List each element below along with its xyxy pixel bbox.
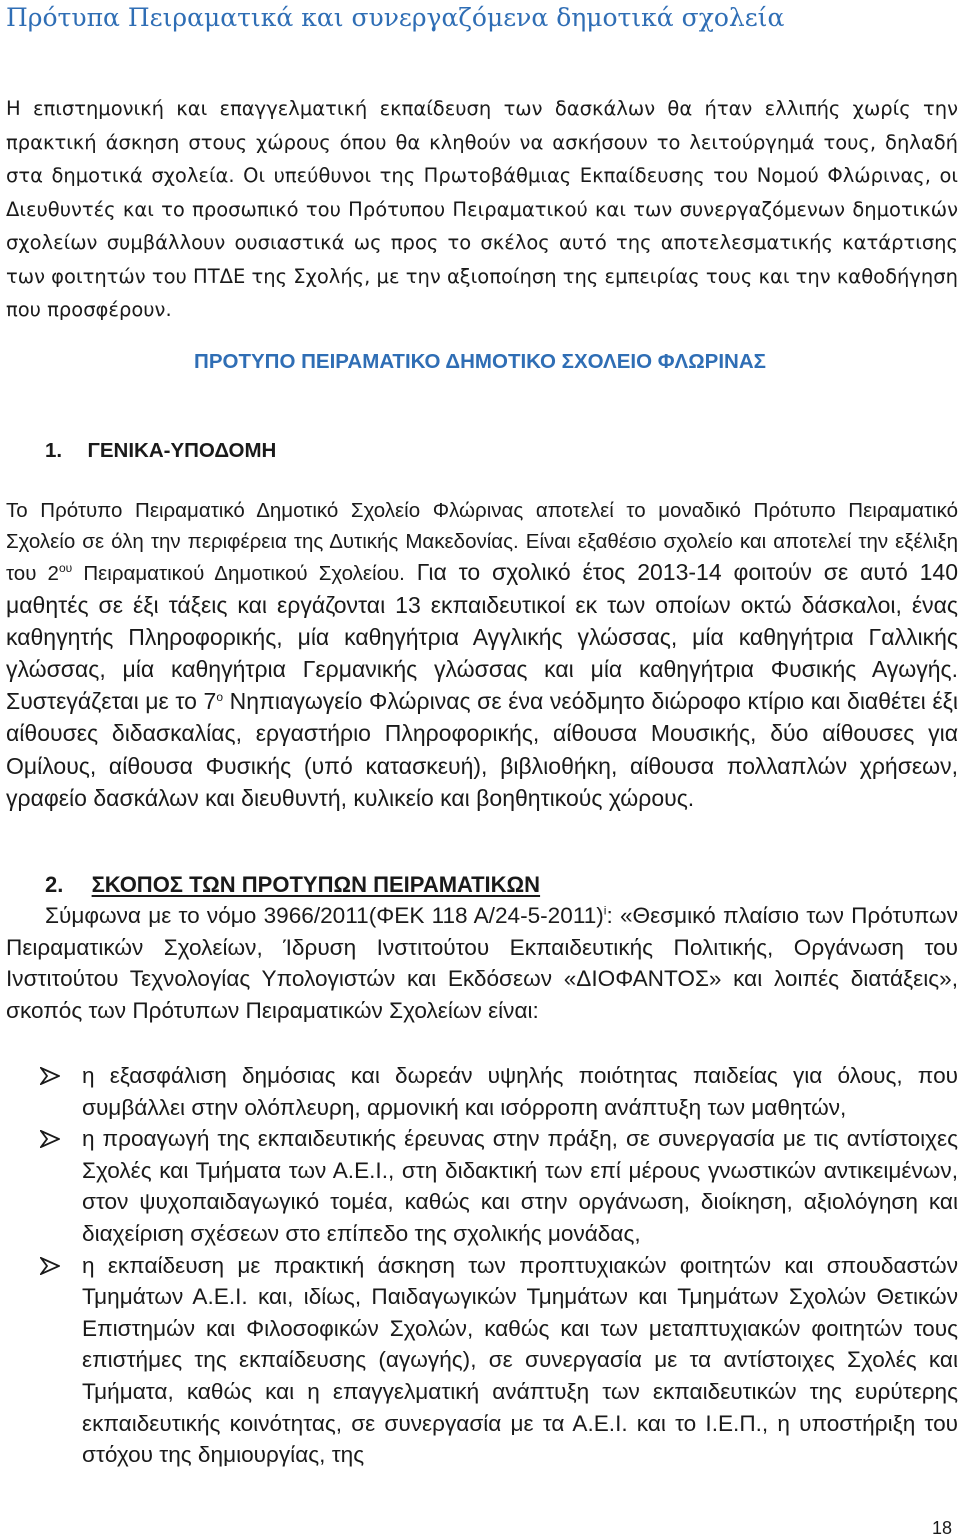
section-1-sup-b: ο xyxy=(216,690,224,705)
section-2-text-b: : «Θεσμικό πλαίσιο των Πρότυπων Πειραματικών Σχολείων, Ίδρυση Ινστιτούτου Εκπαιδευτικής Πολιτικής, Οργάνωση του Ινστιτούτου Τεχνολογίας Υπολογιστών και Εκδόσεων «ΔΙΟΦΑΝΤΟΣ» και λοιπές διατάξεις», σκοπός των Πρότυπων Πειραματικών Σχολείων είναι: xyxy=(6,903,958,1023)
section-2-footnote-ref: i xyxy=(603,903,607,918)
section-1-title: ΓΕΝΙΚΑ-ΥΠΟΔΟΜΗ xyxy=(87,439,277,462)
aims-list xyxy=(0,1060,960,1471)
section-1-paragraph xyxy=(6,495,958,815)
arrow-bullet-icon xyxy=(40,1067,60,1085)
section-1-sup-a: ου xyxy=(58,561,73,576)
list-item-text: η εκπαίδευση με πρακτική άσκηση των προπτυχιακών φοιτητών και σπουδαστών Τμημάτων Α.Ε.Ι. και, ιδίως, Παιδαγωγικών Τμημάτων και Τμημάτων Σχολών Θετικών Επιστημών και Φιλοσοφικών Σχολών, καθώς και των μεταπτυχιακών φοιτητών τους επιστήμες της εκπαίδευσης (αγωγής), σε συνεργασία με τα αντίστοιχες Σχολές και Τμήματα, καθώς και η επαγγελματική ανάπτυξη των εκπαιδευτικών της ευρύτερης εκπαιδευτικής κοινότητας, σε συνεργασία με τα Α.Ε.Ι. και το Ι.Ε.Π., η υποστήριξη του στόχου της δημιουργίας, της xyxy=(82,1252,958,1468)
list-item xyxy=(0,1250,960,1471)
list-item xyxy=(0,1123,960,1249)
page-title: Πρότυπα Πειραματικά και συνεργαζόμενα δημοτικά σχολεία xyxy=(6,3,785,32)
section-2-number: 2. xyxy=(45,872,64,897)
section-2-heading xyxy=(45,870,540,900)
list-item-text: η προαγωγή της εκπαιδευτικής έρευνας στην πράξη, σε συνεργασία με τις αντίστοιχες Σχολές και Τμήματα των Α.Ε.Ι., στη διδακτική των επί μέρους γνωστικών αντικειμένων, στον ψυχοπαιδαγωγικό τομέα, καθώς και στην οργάνωση, διοίκηση, αξιολόγηση και διαχείριση σχέσεων στο επίπεδο της σχολικής μονάδας, xyxy=(82,1126,958,1246)
page-number: 18 xyxy=(931,1518,952,1538)
section-1-heading xyxy=(45,436,276,466)
arrow-bullet-icon xyxy=(40,1257,60,1275)
section-2-paragraph xyxy=(6,900,958,1026)
list-item xyxy=(0,1060,960,1123)
section-1-text-a: Το Πρότυπο Πειραματικό Δημοτικό Σχολείο Φλώρινας αποτελεί το μοναδικό Πρότυπο Πειραματικό Σχολείο σε όλη την περιφέρεια της Δυτικής Μακεδονίας. Είναι εξαθέσιο σχολείο και αποτελεί την εξέλιξη του 2 xyxy=(6,499,958,586)
section-2-title: ΣΚΟΠΟΣ ΤΩΝ ΠΡΟΤΥΠΩΝ ΠΕΙΡΑΜΑΤΙΚΩΝ xyxy=(91,872,541,897)
section-2-text-a: Σύμφωνα με το νόμο 3966/2011(ΦΕΚ 118 Α/24-5-2011) xyxy=(45,903,604,928)
section-1-text-d: Νηπιαγωγείο Φλώρινας σε ένα νεόδμητο διώροφο κτίριο και διαθέτει έξι αίθουσες διδασκαλίας, εργαστήριο Πληροφορικής, αίθουσα Μουσικής, δύο αίθουσες για Ομίλους, αίθουσα Φυσικής (υπό κατασκευή), βιβλιοθήκη, αίθουσα πολλαπλών χρήσεων, γραφείο δασκάλων και διευθυντή, κυλικείο και βοηθητικούς χώρους. xyxy=(6,688,958,811)
section-1-text-b: Πειραματικού Δημοτικού Σχολείου. xyxy=(72,562,405,586)
section-1-text-c: Για το σχολικό έτος 2013-14 φοιτούν σε αυτό 140 μαθητές σε έξι τάξεις και εργάζονται 13 εκπαιδευτικοί εκ των οποίων οκτώ δάσκαλοι, ένας καθηγητής Πληροφορικής, μία καθηγήτρια Αγγλικής γλώσσας, μία καθηγήτρια Γαλλικής γλώσσας, μία καθηγήτρια Γερμανικής γλώσσας και μία καθηγήτρια Φυσικής Αγωγής. Συστεγάζεται με το 7 xyxy=(6,559,958,715)
arrow-bullet-icon xyxy=(40,1130,60,1148)
school-heading: ΠΡΟΤΥΠΟ ΠΕΙΡΑΜΑΤΙΚΟ ΔΗΜΟΤΙΚΟ ΣΧΟΛΕΙΟ ΦΛΩΡΙΝΑΣ xyxy=(194,350,766,373)
list-item-text: η εξασφάλιση δημόσιας και δωρεάν υψηλής ποιότητας παιδείας για όλους, που συμβάλλει στην ολόπλευρη, αρμονική και ισόρροπη ανάπτυξη των μαθητών, xyxy=(82,1063,958,1120)
section-1-number: 1. xyxy=(45,439,63,462)
intro-paragraph: Η επιστημονική και επαγγελματική εκπαίδευση των δασκάλων θα ήταν ελλιπής χωρίς την πρακτική άσκηση στους χώρους όπου θα κληθούν να ασκήσουν το λειτούργημά τους, δηλαδή στα δημοτικά σχολεία. Οι υπεύθυνοι της Πρωτοβάθμιας Εκπαίδευσης του Νομού Φλώρινας, οι Διευθυντές και το προσωπικό του Πρότυπου Πειραματικού και των συνεργαζόμενων δημοτικών σχολείων συμβάλλουν ουσιαστικά ως προς το σκέλος αυτό της αποτελεσματικής κατάρτισης των φοιτητών του ΠΤΔΕ της Σχολής, με την αξιοποίηση της εμπειρίας τους και την καθοδήγηση που προσφέρουν. xyxy=(6,97,958,321)
